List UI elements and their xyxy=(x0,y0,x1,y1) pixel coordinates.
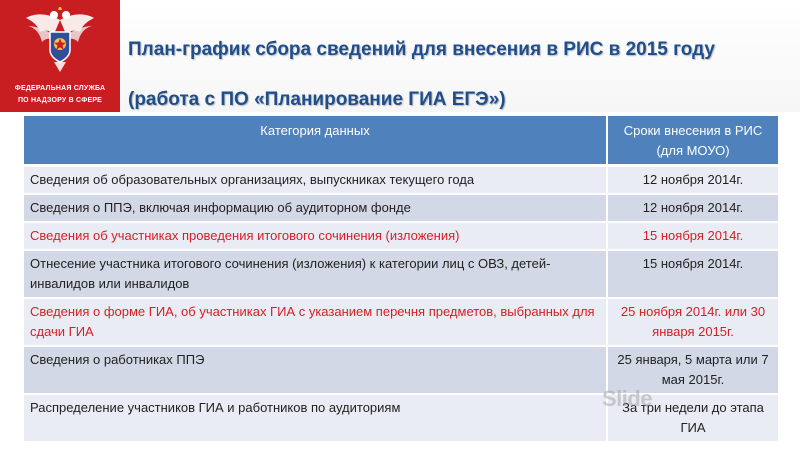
row-category: Сведения об образовательных организациях, выпускниках текущего года xyxy=(24,166,607,195)
table-row xyxy=(24,166,778,195)
table-row xyxy=(24,394,778,442)
watermark: Slide xyxy=(602,386,653,411)
row-deadline: 25 ноября 2014г. или 30 января 2015г. xyxy=(607,298,778,346)
row-deadline: 15 ноября 2014г. xyxy=(607,222,778,250)
row-category: Сведения об участниках проведения итогового сочинения (изложения) xyxy=(24,222,607,250)
row-deadline: 12 ноября 2014г. xyxy=(607,194,778,222)
row-category: Сведения о ППЭ, включая информацию об аудиторном фонде xyxy=(24,194,607,222)
agency-name-line1: ФЕДЕРАЛЬНАЯ СЛУЖБА xyxy=(14,85,106,92)
slide-title: План-график сбора сведений для внесения в РИС в 2015 году xyxy=(128,39,715,60)
row-category: Распределение участников ГИА и работников по аудиториям xyxy=(24,394,607,442)
column-header-deadline: Сроки внесения в РИС (для МОУО) xyxy=(607,116,778,166)
table-row xyxy=(24,298,778,346)
row-deadline: 12 ноября 2014г. xyxy=(607,166,778,195)
table-row xyxy=(24,346,778,394)
slide-subtitle: (работа с ПО «Планирование ГИА ЕГЭ») xyxy=(128,89,506,110)
table-row xyxy=(24,250,778,298)
row-deadline: 25 января, 5 марта или 7 мая 2015г. xyxy=(607,346,778,394)
table-row xyxy=(24,194,778,222)
row-category: Сведения о работниках ППЭ xyxy=(24,346,607,394)
row-category: Сведения о форме ГИА, об участниках ГИА с указанием перечня предметов, выбранных для сдачи ГИА xyxy=(24,298,607,346)
eagle-emblem-icon xyxy=(24,4,96,76)
row-deadline: 15 ноября 2014г. xyxy=(607,250,778,298)
table-row xyxy=(24,222,778,250)
agency-name-line2: ПО НАДЗОРУ В СФЕРЕ xyxy=(17,97,103,104)
agency-name xyxy=(6,83,114,107)
column-header-category: Категория данных xyxy=(24,116,607,166)
row-category: Отнесение участника итогового сочинения (изложения) к категории лиц с ОВЗ, детей-инвалидов или инвалидов xyxy=(24,250,607,298)
row-deadline: За три недели до этапа ГИА xyxy=(607,394,778,442)
schedule-table xyxy=(24,116,778,443)
agency-logo xyxy=(0,0,120,112)
table-header-row xyxy=(24,116,778,166)
